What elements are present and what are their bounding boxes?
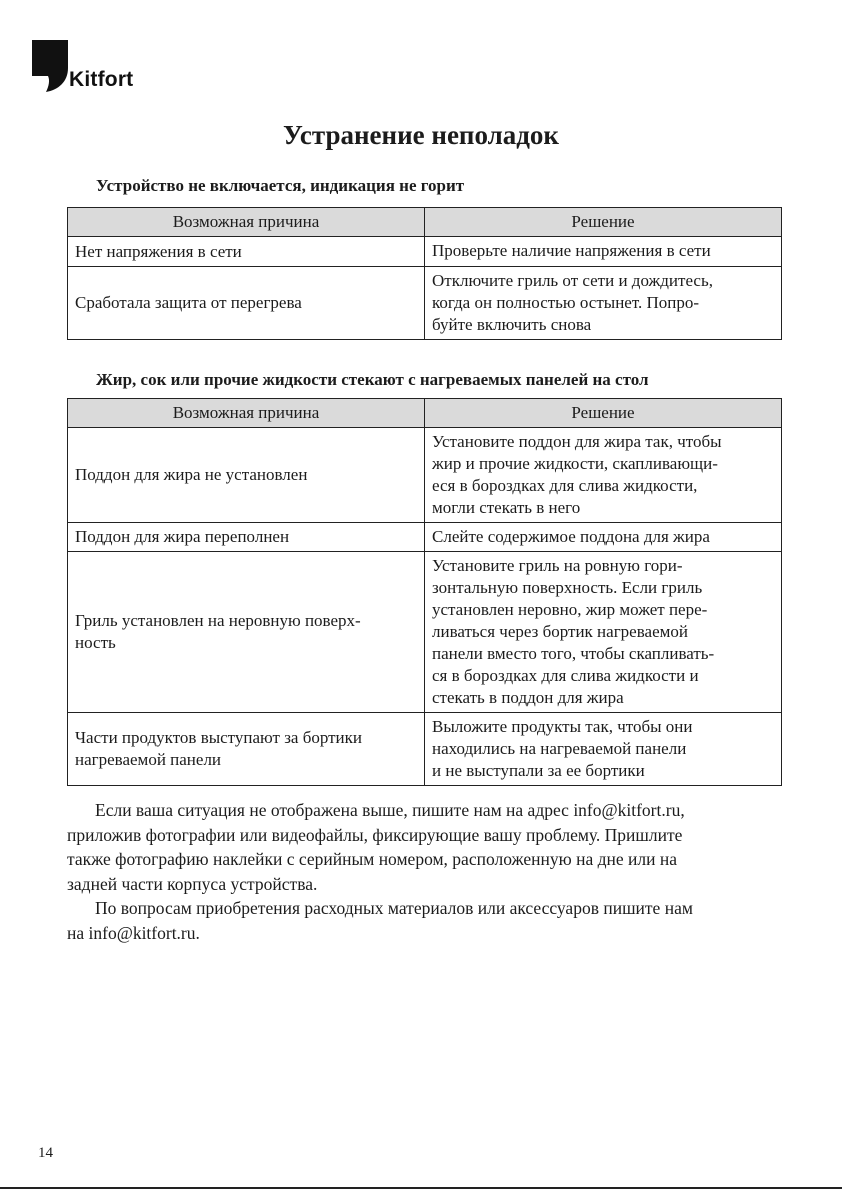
- solution-cell: [425, 523, 782, 552]
- table-row: [68, 267, 782, 340]
- solution-line: зонтальную поверхность. Если гриль: [432, 578, 703, 597]
- column-header-cause: Возможная причина: [68, 208, 425, 237]
- section-heading-leak: Жир, сок или прочие жидкости стекают с нагреваемых панелей на стол: [96, 370, 649, 389]
- paragraph-line: приложив фотографии или видеофайлы, фиксирующие вашу проблему. Пришлите: [67, 824, 683, 845]
- table-row: [68, 523, 782, 552]
- solution-cell: [425, 552, 782, 713]
- solution-line: еся в бороздках для слива жидкости,: [432, 476, 698, 495]
- kitfort-logo-icon: [32, 40, 72, 92]
- cause-line: нагреваемой панели: [75, 750, 222, 769]
- solution-line: находились на нагреваемой панели: [432, 739, 687, 758]
- section-heading-power: Устройство не включается, индикация не горит: [96, 176, 465, 195]
- column-header-solution: Решение: [425, 208, 782, 237]
- paragraph-line: также фотографию наклейки с серийным номером, расположенную на дне или на: [67, 849, 677, 869]
- table-header-row: [68, 208, 782, 237]
- paragraph-line: задней части корпуса устройства.: [67, 873, 318, 894]
- table-row: [68, 713, 782, 786]
- column-header-solution: Решение: [425, 399, 782, 428]
- cause-line: Поддон для жира переполнен: [75, 527, 290, 546]
- cause-line: Нет напряжения в сети: [75, 241, 242, 261]
- solution-line: жир и прочие жидкости, скапливающи-: [432, 454, 718, 473]
- table-row: [68, 428, 782, 523]
- paragraph-line: Если ваша ситуация не отображена выше, пишите нам на адрес info@kitfort.ru,: [95, 800, 685, 820]
- solution-cell: [425, 713, 782, 786]
- solution-line: Отключите гриль от сети и дождитесь,: [432, 271, 713, 290]
- solution-line: ся в бороздках для слива жидкости и: [432, 666, 699, 685]
- table-header-row: [68, 399, 782, 428]
- accessories-paragraph: [67, 896, 781, 945]
- solution-line: Установите гриль на ровную гори-: [432, 556, 683, 575]
- solution-line: панели вместо того, чтобы скапливать-: [432, 644, 715, 663]
- cause-line: Поддон для жира не установлен: [75, 465, 308, 484]
- column-header-cause: Возможная причина: [68, 399, 425, 428]
- solution-line: могли стекать в него: [432, 498, 581, 517]
- cause-cell: [68, 552, 425, 713]
- table-row: [68, 552, 782, 713]
- cause-line: Части продуктов выступают за бортики: [75, 728, 363, 747]
- troubleshooting-table-leak: [67, 398, 782, 786]
- cause-cell: [68, 428, 425, 523]
- cause-cell: [68, 267, 425, 340]
- cause-line: Сработала защита от перегрева: [75, 293, 302, 312]
- cause-cell: [68, 523, 425, 552]
- solution-line: когда он полностью остынет. Попро-: [432, 293, 700, 312]
- paragraph-line: на info@kitfort.ru.: [67, 922, 200, 943]
- solution-line: Слейте содержимое поддона для жира: [432, 527, 710, 546]
- solution-line: Проверьте наличие напряжения в сети: [432, 241, 711, 260]
- solution-line: Установите поддон для жира так, чтобы: [432, 432, 722, 451]
- page-title: Устранение неполадок: [283, 120, 559, 150]
- cause-line: ность: [75, 633, 116, 652]
- solution-line: Выложите продукты так, чтобы они: [432, 717, 693, 736]
- cause-cell: [68, 237, 425, 267]
- brand-name: Kitfort: [69, 68, 134, 91]
- solution-cell: [425, 267, 782, 340]
- troubleshooting-table-power: [67, 207, 782, 340]
- paragraph-line: По вопросам приобретения расходных материалов или аксессуаров пишите нам: [95, 898, 693, 918]
- solution-line: и не выступали за ее бортики: [432, 761, 645, 780]
- solution-cell: [425, 237, 782, 267]
- table-row: [68, 237, 782, 267]
- cause-cell: [68, 713, 425, 786]
- solution-line: установлен неровно, жир может пере-: [432, 600, 708, 619]
- cause-line: Гриль установлен на неровную поверх-: [75, 611, 361, 630]
- contact-paragraph: [67, 798, 781, 896]
- solution-line: стекать в поддон для жира: [432, 688, 624, 707]
- kitfort-logo: [32, 40, 142, 92]
- solution-line: буйте включить снова: [432, 315, 592, 334]
- page-number: 14: [38, 1145, 53, 1161]
- solution-line: ливаться через бортик нагреваемой: [432, 622, 688, 641]
- solution-cell: [425, 428, 782, 523]
